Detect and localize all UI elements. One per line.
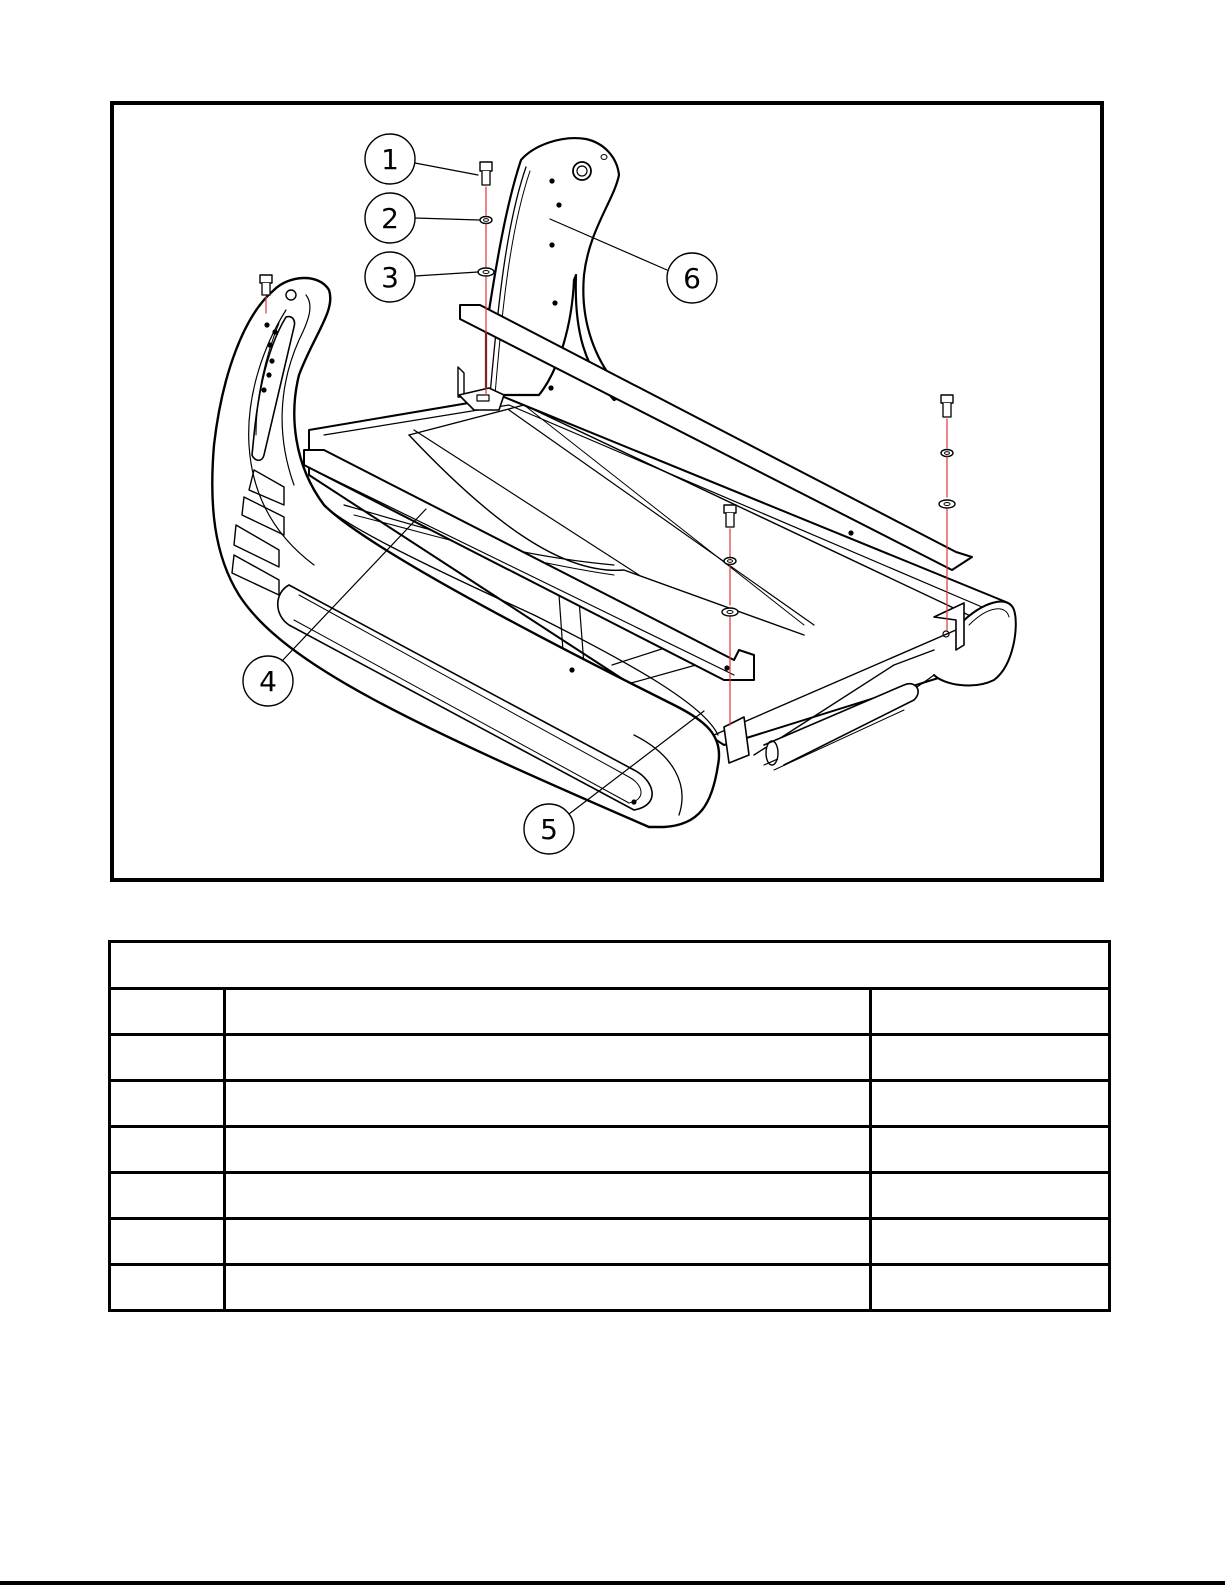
callout-3 bbox=[365, 252, 478, 302]
cell-description bbox=[225, 1127, 871, 1173]
cell-no bbox=[110, 1035, 225, 1081]
cell-no bbox=[110, 1265, 225, 1311]
table-row bbox=[110, 1035, 1110, 1081]
cell-qty bbox=[871, 1081, 1110, 1127]
table-row bbox=[110, 1081, 1110, 1127]
cell-qty bbox=[871, 1265, 1110, 1311]
cell-no bbox=[110, 1173, 225, 1219]
cell-description bbox=[225, 1081, 871, 1127]
cell-qty bbox=[871, 1219, 1110, 1265]
table-row bbox=[110, 1127, 1110, 1173]
table-row bbox=[110, 1219, 1110, 1265]
header-qty bbox=[871, 989, 1110, 1035]
assembly-diagram bbox=[110, 101, 1104, 882]
table-row bbox=[110, 1173, 1110, 1219]
callout-1 bbox=[365, 134, 478, 184]
parts-table-title-row bbox=[110, 942, 1110, 989]
cell-description bbox=[225, 1035, 871, 1081]
callout-number: 2 bbox=[381, 202, 399, 235]
cell-description bbox=[225, 1173, 871, 1219]
cell-description bbox=[225, 1219, 871, 1265]
parts-table-title bbox=[110, 942, 1110, 989]
header-no bbox=[110, 989, 225, 1035]
parts-list-table bbox=[108, 940, 1111, 1312]
callout-number: 5 bbox=[540, 813, 558, 846]
header-description bbox=[225, 989, 871, 1035]
page-bottom-rule bbox=[0, 1581, 1225, 1585]
cell-no bbox=[110, 1219, 225, 1265]
callout-number: 4 bbox=[259, 665, 277, 698]
cell-qty bbox=[871, 1173, 1110, 1219]
callout-number: 1 bbox=[381, 143, 399, 176]
cell-qty bbox=[871, 1127, 1110, 1173]
callout-number: 3 bbox=[381, 261, 399, 294]
assembly-drawing bbox=[114, 105, 1100, 878]
table-row bbox=[110, 1265, 1110, 1311]
cell-qty bbox=[871, 1035, 1110, 1081]
callout-number: 6 bbox=[683, 262, 701, 295]
callout-2 bbox=[365, 193, 479, 243]
cell-no bbox=[110, 1127, 225, 1173]
cell-description bbox=[225, 1265, 871, 1311]
parts-table-header-row bbox=[110, 989, 1110, 1035]
cell-no bbox=[110, 1081, 225, 1127]
